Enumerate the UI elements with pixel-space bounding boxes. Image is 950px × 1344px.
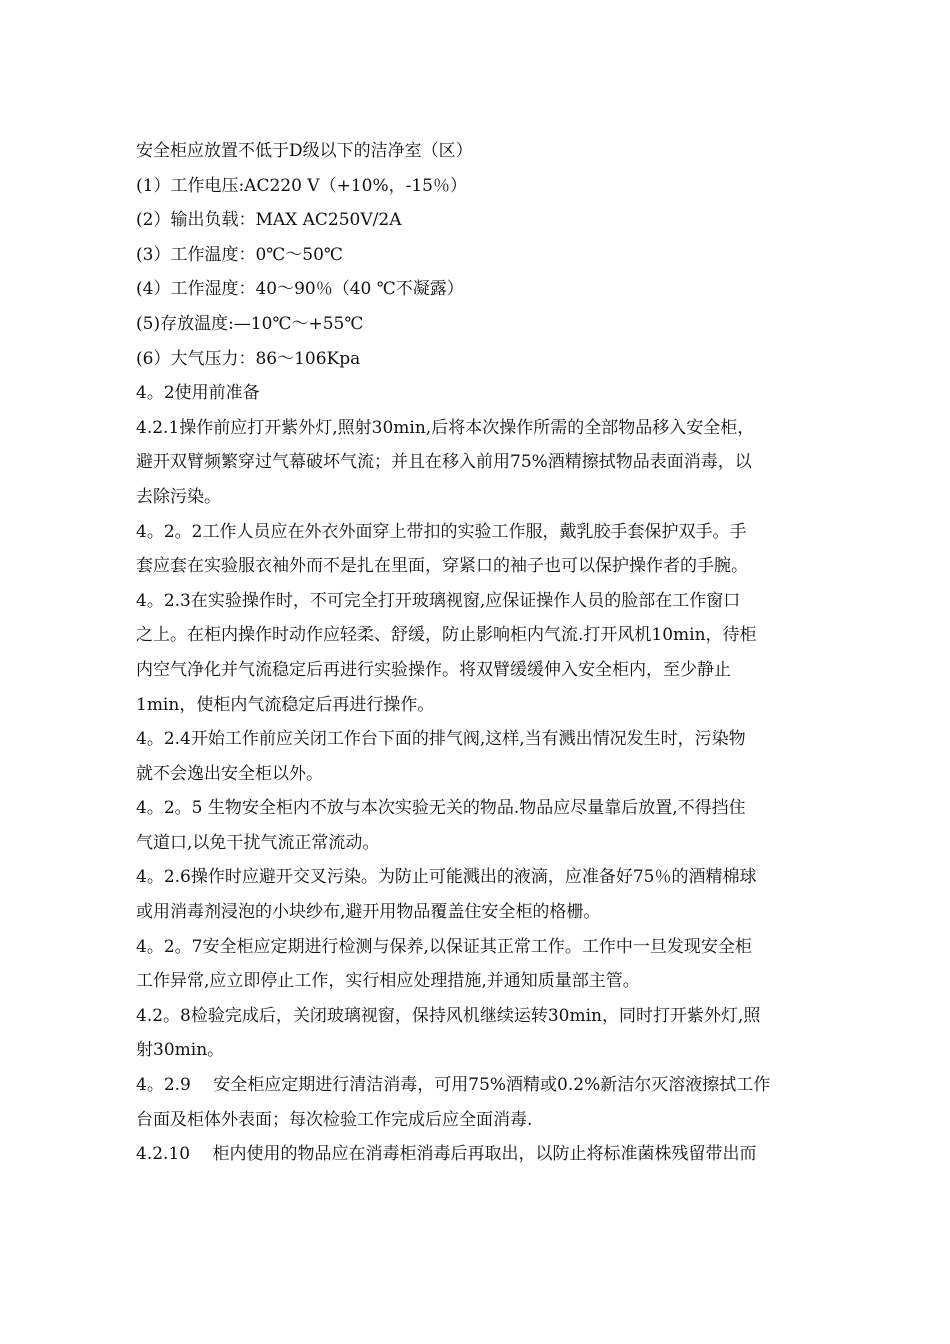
text-line-4-2-2: 4。2。2工作人员应在外衣外面穿上带扣的实验工作服，戴乳胶手套保护双手。手 — [136, 521, 747, 542]
text-line-4-2-3: 4。2.3在实验操作时，不可完全打开玻璃视窗,应保证操作人员的脸部在工作窗口 — [136, 590, 741, 611]
text-line-4-2-9: 台面及柜体外表面；每次检验工作完成后应全面消毒. — [136, 1109, 533, 1130]
text-line-spec-humidity: (4）工作湿度：40～90％（40 ℃不凝露） — [136, 279, 464, 300]
text-line-4-2-4: 4。2.4开始工作前应关闭工作台下面的排气阀,这样,当有溅出情况发生时，污染物 — [136, 729, 746, 750]
text-line-4-2-6: 或用消毒剂浸泡的小块纱布,避开用物品覆盖住安全柜的格栅。 — [136, 902, 601, 923]
text-line-4-2-1: 避开双臂频繁穿过气幕破坏气流；并且在移入前用75%酒精擦拭物品表面消毒，以 — [136, 452, 752, 473]
text-line-4-2-8: 射30min。 — [136, 1040, 225, 1061]
text-line-spec-voltage: (1）工作电压:AC220 V（+10%，-15％） — [136, 175, 467, 196]
document-body — [136, 134, 838, 1172]
text-line-4-2-9: 4。2.9 安全柜应定期进行清洁消毒，可用75%酒精或0.2%新洁尔灭溶液擦拭工作 — [136, 1075, 771, 1096]
text-line-4-2-5: 气道口,以免干扰气流正常流动。 — [136, 832, 380, 853]
section-heading-preparation: 4。2使用前准备 — [136, 383, 260, 404]
text-line-4-2-1: 4.2.1操作前应打开紫外灯,照射30min,后将本次操作所需的全部物品移入安全柜， — [136, 417, 755, 438]
text-line-4-2-5: 4。2。5 生物安全柜内不放与本次实验无关的物品.物品应尽量靠后放置,不得挡住 — [136, 798, 746, 819]
text-line-4-2-6: 4。2.6操作时应避开交叉污染。为防止可能溅出的液滴，应准备好75％的酒精棉球 — [136, 867, 757, 888]
text-line-spec-storage-temperature: (5)存放温度:—10℃～+55℃ — [136, 313, 364, 334]
text-line-spec-pressure: (6）大气压力：86～106Kpa — [136, 348, 361, 369]
text-line-location: 安全柜应放置不低于D级以下的洁净室（区） — [136, 141, 473, 161]
text-line-4-2-8: 4.2。8检验完成后，关闭玻璃视窗，保持风机继续运转30min，同时打开紫外灯,照 — [136, 1005, 761, 1026]
text-line-4-2-7: 4。2。7安全柜应定期进行检测与保养,以保证其正常工作。工作中一旦发现安全柜 — [136, 936, 752, 957]
text-line-spec-temperature: (3）工作温度：0℃～50℃ — [136, 244, 343, 265]
text-line-4-2-10: 4.2.10 柜内使用的物品应在消毒柜消毒后再取出，以防止将标准菌株残留带出而 — [136, 1144, 757, 1165]
text-line-4-2-3: 内空气净化并气流稳定后再进行实验操作。将双臂缓缓伸入安全柜内，至少静止 — [136, 659, 731, 680]
text-line-4-2-1: 去除污染。 — [136, 486, 221, 507]
text-line-4-2-3: 之上。在柜内操作时动作应轻柔、舒缓，防止影响柜内气流.打开风机10min，待柜 — [136, 625, 757, 646]
text-line-4-2-7: 工作异常,应立即停止工作，实行相应处理措施,并通知质量部主管。 — [136, 971, 640, 992]
text-line-4-2-3: 1min，使柜内气流稳定后再进行操作。 — [136, 694, 435, 715]
text-line-spec-load: (2）输出负载：MAX AC250V/2A — [136, 210, 402, 231]
text-line-4-2-2: 套应套在实验服衣袖外而不是扎在里面，穿紧口的袖子也可以保护操作者的手腕。 — [136, 556, 748, 577]
text-line-4-2-4: 就不会逸出安全柜以外。 — [136, 763, 323, 784]
